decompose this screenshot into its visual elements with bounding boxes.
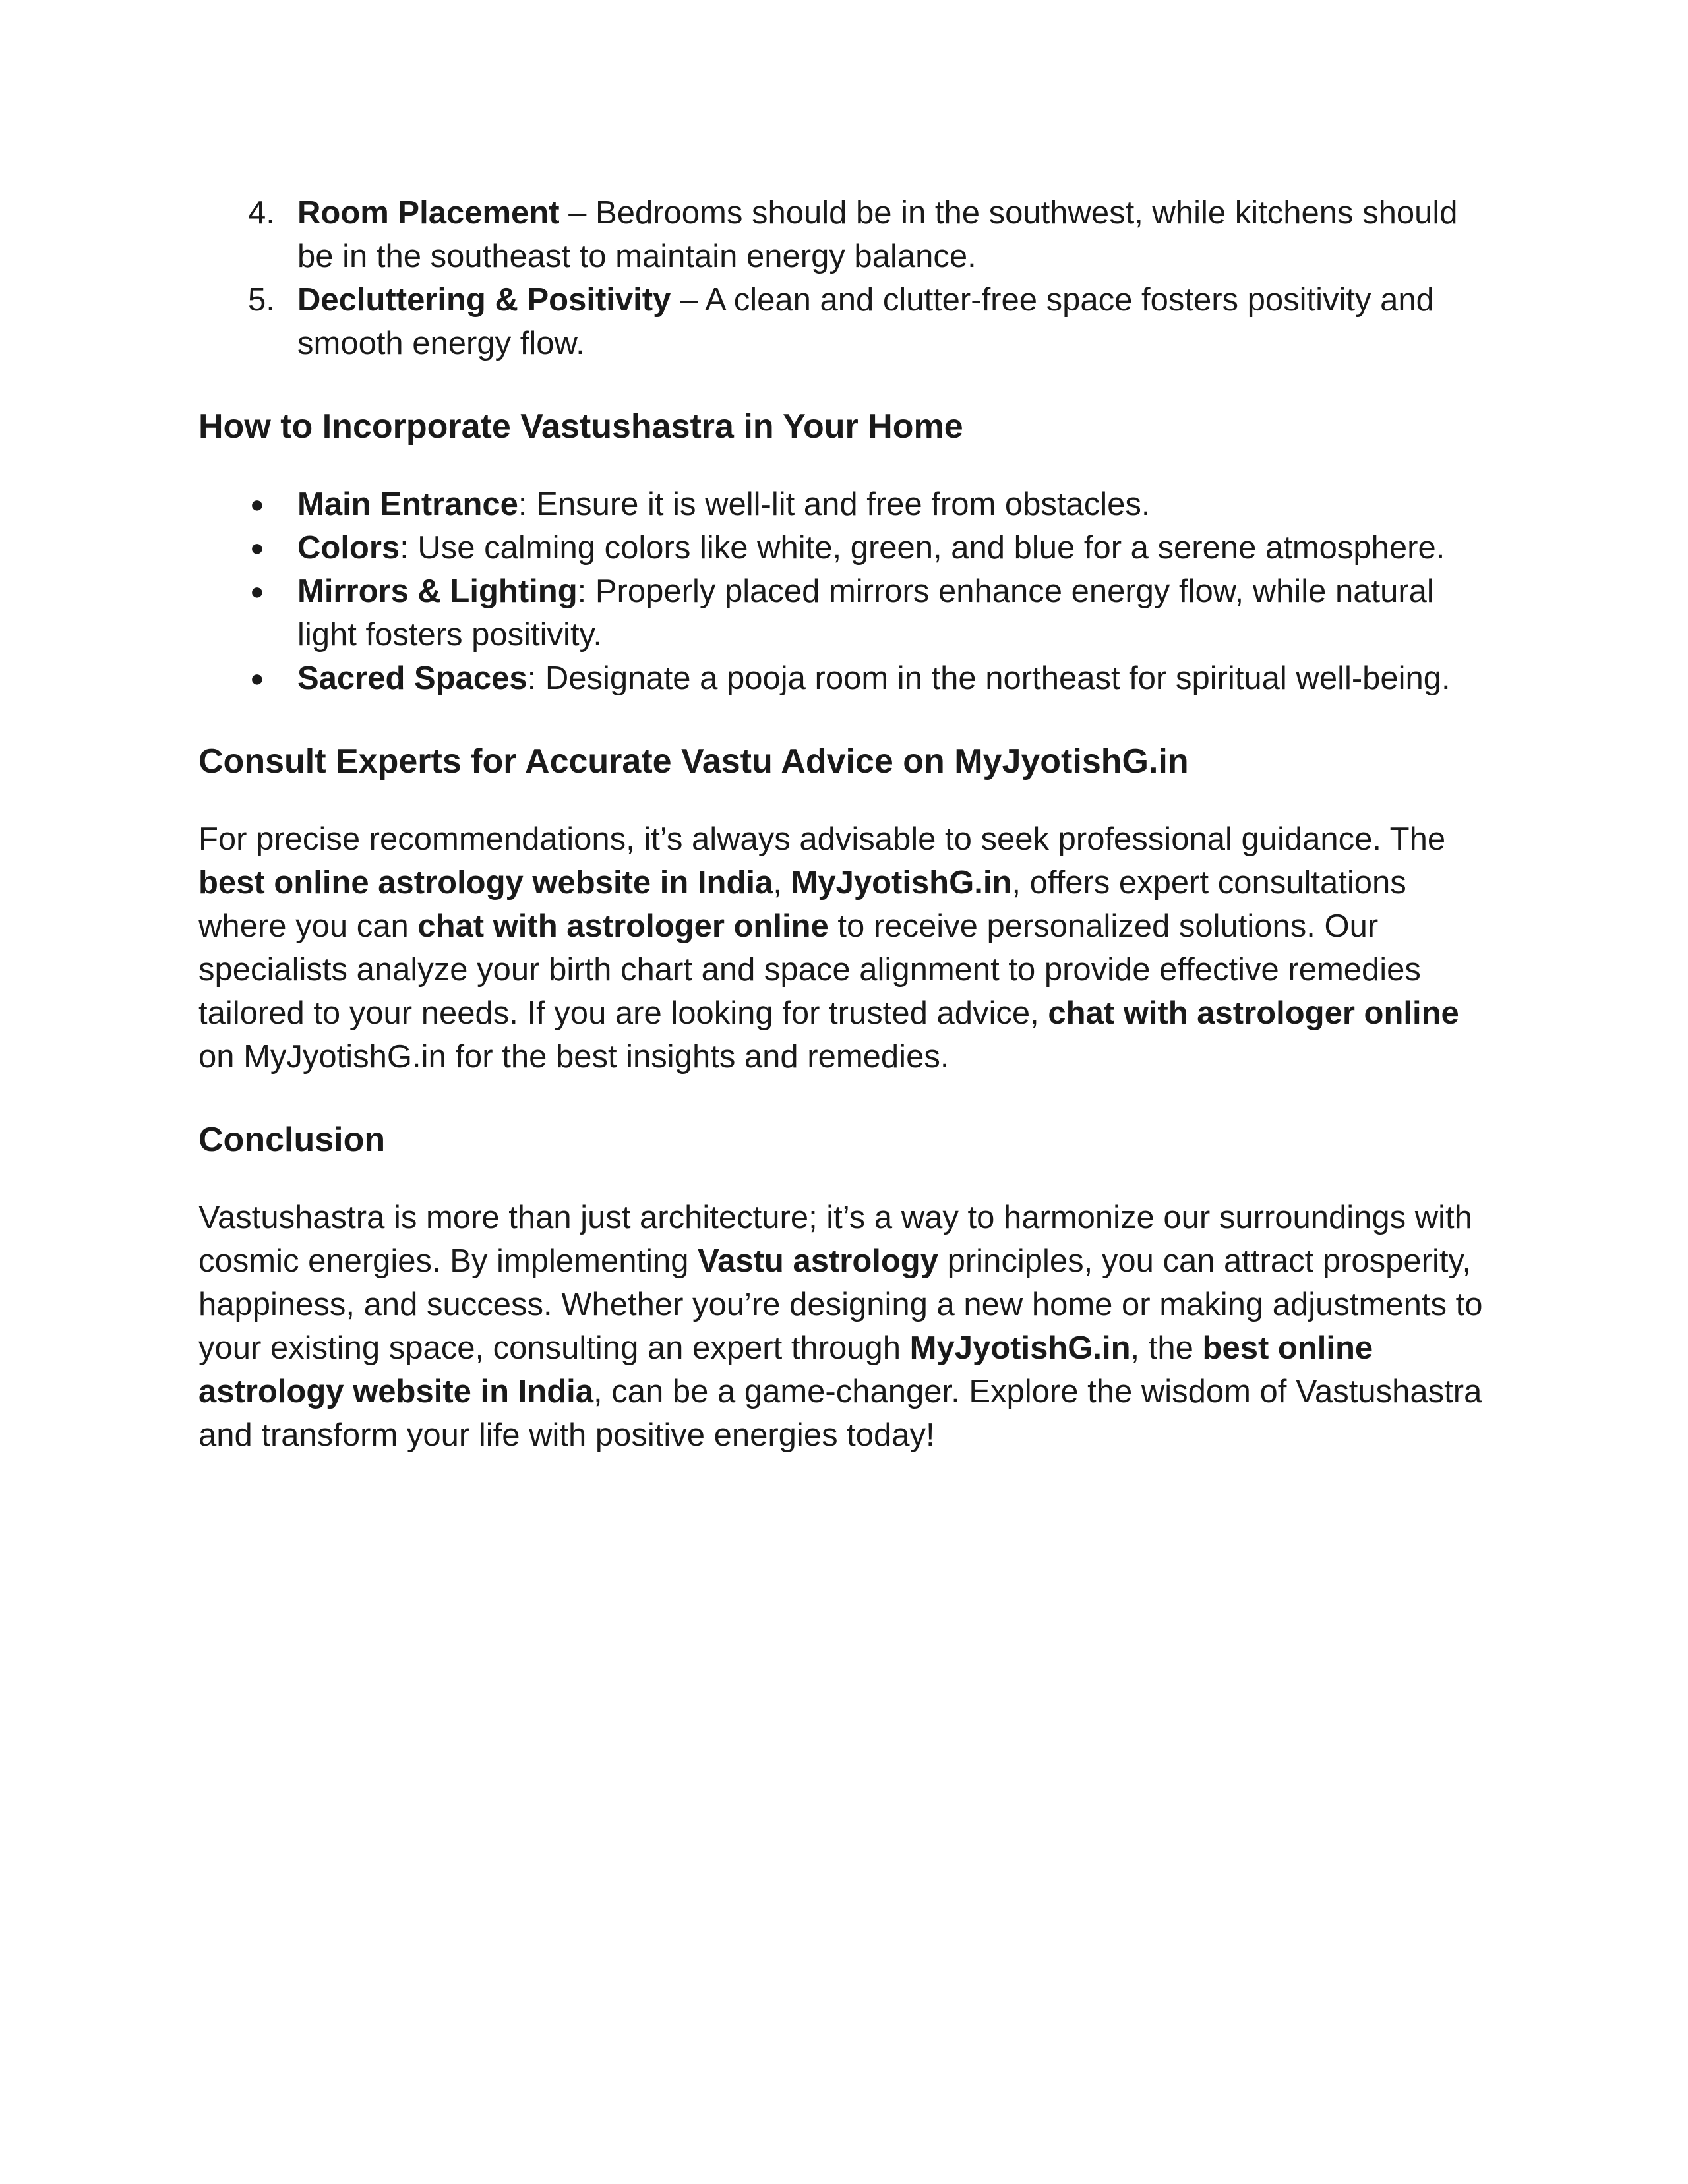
bullet-item	[198, 657, 1491, 700]
bold-chat-text: chat with astrologer online	[1048, 995, 1459, 1031]
bullet-item-title: Colors	[297, 530, 400, 566]
list-number: 5.	[248, 282, 275, 318]
list-item	[198, 191, 1491, 278]
bullet-item	[198, 526, 1491, 570]
section-heading-conclusion: Conclusion	[198, 1121, 386, 1159]
list-item-text: – Bedrooms should be in the southwest, while kitchens should be in the southeast to maintain energy balance.	[297, 195, 1458, 274]
bold-chat-text: chat with astrologer online	[417, 908, 829, 944]
bullet-item-title: Main Entrance	[297, 487, 518, 522]
bullet-item	[198, 570, 1491, 657]
bullet-list	[198, 483, 1491, 700]
text-run: For precise recommendations, it’s always advisable to seek professional guidance. The	[198, 821, 1446, 857]
list-number: 4.	[248, 195, 275, 231]
section-heading-consult: Consult Experts for Accurate Vastu Advice on MyJyotishG.in	[198, 742, 1189, 781]
bold-link-text: best online astrology website in India	[198, 1330, 1373, 1409]
text-run: , can be a game-changer. Explore the wisdom of Vastushastra and transform your life with positive energies today!	[198, 1374, 1482, 1453]
bullet-item-text: : Ensure it is well-lit and free from obstacles.	[518, 487, 1151, 522]
text-run: on MyJyotishG.in for the best insights and remedies.	[198, 1039, 950, 1075]
bullet-item	[198, 483, 1491, 526]
document-content	[198, 191, 1491, 1457]
bullet-item-title: Sacred Spaces	[297, 661, 528, 696]
bullet-item-text: : Use calming colors like white, green, and blue for a serene atmosphere.	[400, 530, 1445, 566]
bullet-icon: ●	[250, 664, 264, 692]
list-item	[198, 278, 1491, 365]
conclusion-paragraph	[198, 1196, 1491, 1457]
bullet-item-text: : Designate a pooja room in the northeast for spiritual well-being.	[527, 661, 1451, 696]
bold-vastu-text: Vastu astrology	[698, 1243, 938, 1279]
text-run: ,	[773, 865, 791, 900]
text-run: , the	[1130, 1330, 1203, 1366]
text-run: , offers expert consultations where you can	[198, 865, 1406, 944]
bullet-icon: ●	[250, 490, 264, 517]
text-run: Vastushastra is more than just architecture; it’s a way to harmonize our surroundings with cosmic energies. By implementing	[198, 1200, 1472, 1279]
list-item-title: Room Placement	[297, 195, 560, 231]
section-heading-vastu: How to Incorporate Vastushastra in Your Home	[198, 407, 963, 446]
consult-paragraph	[198, 817, 1491, 1078]
bullet-icon: ●	[250, 534, 264, 561]
bullet-item-title: Mirrors & Lighting	[297, 574, 578, 609]
bold-link-text: best online astrology website in India	[198, 865, 773, 900]
bold-site-name: MyJyotishG.in	[791, 865, 1012, 900]
text-run: principles, you can attract prosperity, happiness, and success. Whether you’re designing a new home or making adjustments to your existing space, consulting an expert through	[198, 1243, 1483, 1366]
list-item-title: Decluttering & Positivity	[297, 282, 671, 318]
numbered-list	[198, 191, 1491, 365]
list-item-text: – A clean and clutter-free space fosters positivity and smooth energy flow.	[297, 282, 1434, 361]
bold-site-name: MyJyotishG.in	[909, 1330, 1131, 1366]
bullet-item-text: : Properly placed mirrors enhance energy flow, while natural light fosters positivity.	[297, 574, 1434, 653]
bullet-icon: ●	[250, 577, 264, 605]
text-run: to receive personalized solutions. Our specialists analyze your birth chart and space alignment to provide effective remedies tailored to your needs. If you are looking for trusted advice,	[198, 908, 1421, 1031]
